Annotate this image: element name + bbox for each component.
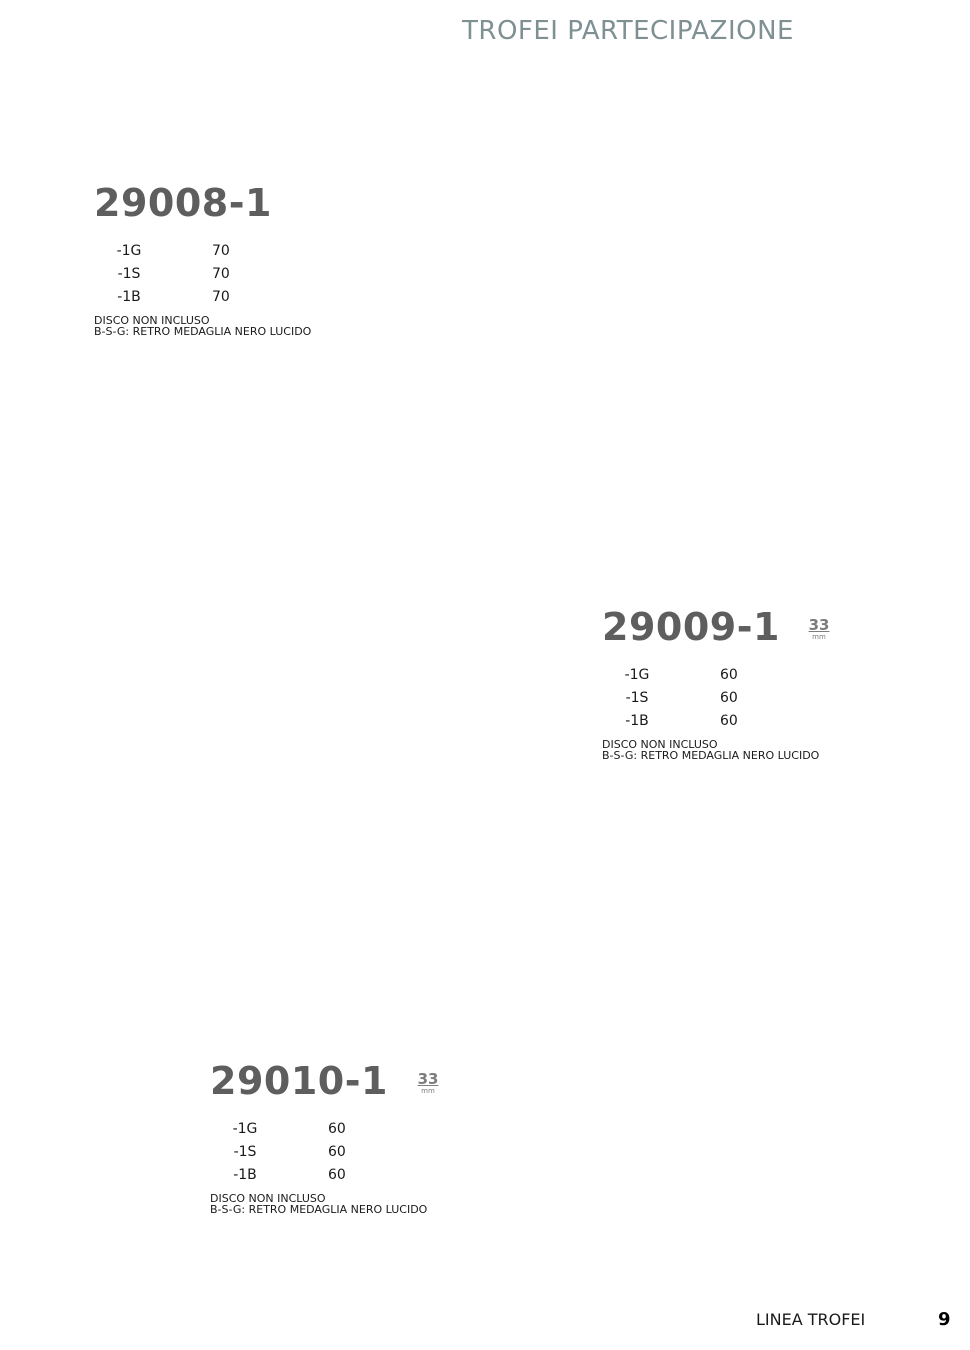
note-line: B-S-G: RETRO MEDAGLIA NERO LUCIDO: [210, 1203, 428, 1216]
variant-list: [210, 1118, 540, 1187]
variant-code: -1S: [117, 266, 141, 282]
variant-quantity: 60: [720, 690, 738, 706]
product-code: 29009-1: [602, 605, 780, 649]
variant-row: [210, 1164, 540, 1187]
variant-code: -1G: [232, 1121, 258, 1137]
size-value: 33: [417, 1070, 439, 1088]
size-badge: [415, 1072, 441, 1095]
variant-quantity: 60: [328, 1144, 346, 1160]
variant-row: [94, 263, 424, 286]
note-line: B-S-G: RETRO MEDAGLIA NERO LUCIDO: [602, 749, 820, 762]
variant-row: [602, 664, 932, 687]
size-unit: mm: [421, 1087, 435, 1095]
product-29010-1: [210, 1058, 540, 1215]
variant-row: [602, 687, 932, 710]
variant-quantity: 70: [212, 289, 230, 305]
product-code: 29010-1: [210, 1059, 388, 1103]
variant-code: -1S: [625, 690, 649, 706]
variant-code: -1B: [625, 713, 649, 729]
product-notes: [94, 315, 424, 337]
size-badge: [806, 618, 832, 641]
page-title: TROFEI PARTECIPAZIONE: [462, 16, 794, 46]
variant-quantity: 60: [720, 667, 738, 683]
size-value: 33: [808, 616, 830, 634]
variant-list: [602, 664, 932, 733]
variant-code: -1G: [624, 667, 650, 683]
variant-row: [94, 286, 424, 309]
variant-row: [94, 240, 424, 263]
note-line: DISCO NON INCLUSO: [210, 1192, 326, 1205]
variant-row: [210, 1141, 540, 1164]
note-line: B-S-G: RETRO MEDAGLIA NERO LUCIDO: [94, 325, 312, 338]
variant-code: -1S: [233, 1144, 257, 1160]
variant-quantity: 60: [720, 713, 738, 729]
variant-list: [94, 240, 424, 309]
variant-quantity: 60: [328, 1121, 346, 1137]
footer-label: LINEA TROFEI: [756, 1310, 866, 1329]
variant-row: [210, 1118, 540, 1141]
note-line: DISCO NON INCLUSO: [602, 738, 718, 751]
product-notes: [210, 1193, 540, 1215]
variant-code: -1G: [116, 243, 142, 259]
variant-code: -1B: [117, 289, 141, 305]
variant-code: -1B: [233, 1167, 257, 1183]
product-29009-1: [602, 604, 932, 761]
note-line: DISCO NON INCLUSO: [94, 314, 210, 327]
size-unit: mm: [812, 633, 826, 641]
product-notes: [602, 739, 932, 761]
page-number: 9: [938, 1309, 951, 1330]
variant-quantity: 60: [328, 1167, 346, 1183]
variant-row: [602, 710, 932, 733]
product-code: 29008-1: [94, 181, 272, 225]
variant-quantity: 70: [212, 266, 230, 282]
product-29008-1: [94, 180, 424, 337]
variant-quantity: 70: [212, 243, 230, 259]
